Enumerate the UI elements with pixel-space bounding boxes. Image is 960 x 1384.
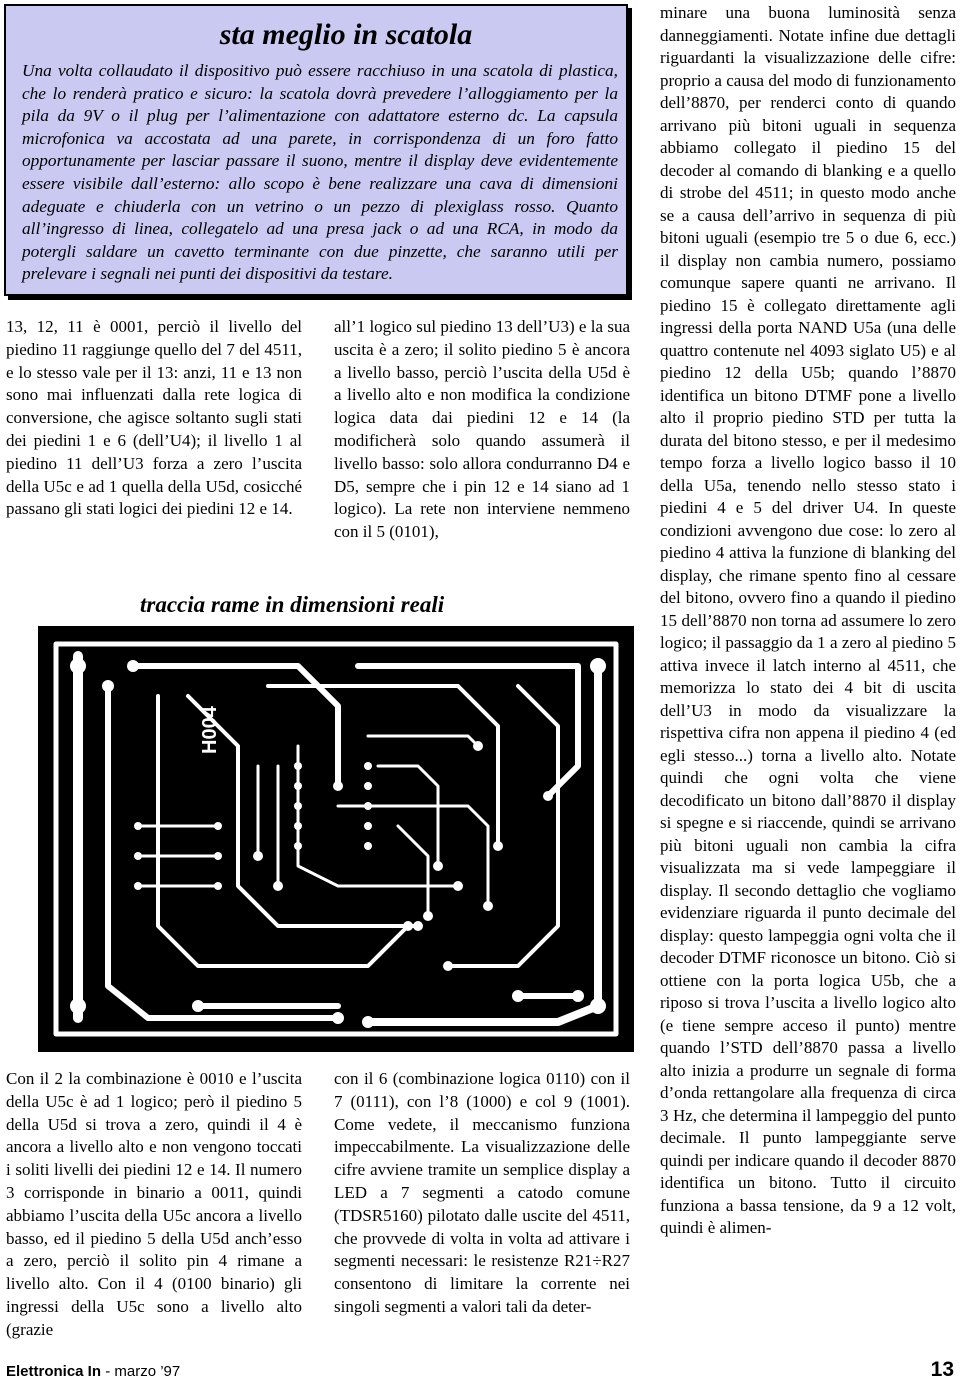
issue-date: - marzo ’97 (101, 1363, 181, 1380)
column-2-top-paragraph: all’1 logico sul piedino 13 dell’U3) e la sua uscita è a zero; il solito piedino 5 è ancora a livello basso, perciò l’uscita della U5d è a livello alto e non modifica la condizione logica data dai piedini 12 e 14 (la modificherà solo quando assumerà il livello basso: solo allora condurranno D4 e D5, sempre che i pin 12 e 14 siano ad 1 logico). La rete non interviene nemmeno con il 5 (0101), (334, 317, 630, 542)
pcb-copper-trace-figure (38, 626, 634, 1052)
footer-magazine (6, 1363, 180, 1380)
sidebar-body: Una volta collaudato il dispositivo può essere racchiuso in una scatola di plastica, che lo renderà pratico e sicuro: la scatola dovrà prevedere l’alloggiamento per la pila da 9V o il plug per l’alimentazione con adattatore esterno dc. La capsula microfonica va accostata ad una parete, in corrispondenza di un foro fatto opportunamente per lasciar passare il suono, mentre il display deve evidentemente essere visibile dall’esterno: allo scopo è bene realizzare una cava di dimensioni adeguate e chiuderla con un vetrino o un pezzo di plexiglass rosso. Quanto all’ingresso di linea, collegatelo ad una presa jack o ad una RCA, in modo da potergli saldare un cavetto terminante con due pinzette, che saranno utili per prelevare i segnali nei punti dei dispositivi da testare. (22, 61, 618, 284)
column-3-paragraph: minare una buona luminosità senza danneggiamenti. Notate infine due dettagli riguardanti la visualizzazione delle cifre: proprio a causa del modo di funzionamento dell’8870, per renderci conto di quando arrivano più bitoni uguali in sequenza abbiamo collegato il piedino 15 del decoder al comando di blanking e a quello di strobe del 4511; in questo modo anche se a causa dell’arrivo in sequenza di più bitoni uguali (esempio tre 5 o due 6, ecc.) il display non cambia numero, possiamo comunque sapere quanti ne arrivano. Il piedino 15 è collegato direttamente agli ingressi della porta NAND U5a (una delle quattro contenute nel 4093 siglato U5) e al piedino 12 della U5b; quando l’8870 identifica un bitono DTMF pone a livello alto il proprio piedino STD per tutta la durata del bitono stesso, e per il medesimo tempo forza a livello logico basso il 10 della U5a, tenendo nello stesso stato i piedini 4 e 5 del driver U4. In queste condizioni avvengono due cose: lo zero al piedino 4 attiva la funzione di blanking del display, che rimane spento fino al cessare del bitono, ovvero fino a quando il piedino 15 dell’8870 non torna ad assumere lo zero logico; il passaggio da 1 a zero al piedino 5 attiva invece il latch interno al 4511, che memorizza lo stato dei 4 bit di uscita dell’U3 in modo da visualizzare la rispettiva cifra non appena il piedino 4 (ed egli stesso...) torna a livello alto. Notate quindi che ogni volta che viene decodificato un bitono dall’8870 il display si spegne e si riaccende, quindi se arrivano più bitoni uguali non cambia la cifra visualizzata ma si vede lampeggiare il display. Il secondo dettaglio che vogliamo evidenziare riguarda il punto decimale del display: questo lampeggia ogni volta che il decoder DTMF riconosce un bitono. Ciò si ottiene con la porta logica U5b, che a riposo si trova l’uscita a livello logico alto (e tiene sempre acceso il punto) mentre quando l’STD dell’8870 passa a livello alto inizia a produrre un segnale di forma d’onda rettangolare alla frequenza di circa 3 Hz, che determina il lampeggio del punto decimale. Il punto lampeggiante serve quindi per indicare quando il decoder 8870 identifica un bitono. Tutto il circuito funziona a bassa tensione, da 9 a 12 volt, quindi è alimen- (660, 3, 956, 1237)
page-number: 13 (930, 1358, 954, 1381)
pcb-board (38, 626, 634, 1052)
pcb-caption: traccia rame in dimensioni reali (140, 592, 445, 617)
sidebar-box (4, 4, 628, 296)
column-2-bottom-paragraph: con il 6 (combinazione logica 0110) con il 7 (0111), con l’8 (1000) e col 9 (1001). Come vedete, il meccanismo funziona impeccabilmente. La visualizzazione delle cifre avviene tramite un semplice display a LED a 7 segmenti a catodo comune (TDSR5160) pilotato dalle uscite del 4511, che provvede di volta in volta ad attivare i segmenti necessari: le resistenze R21÷R27 consentono di limitare la corrente nei singoli segmenti a valori tali da deter- (334, 1069, 630, 1316)
magazine-name: Elettronica In (6, 1363, 102, 1380)
column-1-bottom-paragraph: Con il 2 la combinazione è 0010 e l’uscita della U5c è ad 1 logico; però il piedino 5 della U5d si trova a zero, quindi il 4 è ancora a livello alto e non vengono toccati i soliti livelli dei piedini 12 e 14. Il numero 3 corrisponde in binario a 0011, quindi abbiamo l’uscita della U5c ancora a livello basso, ed il piedino 5 della U5d anch’esso a zero, perciò il solito pin 4 rimane a livello alto. Con il 4 (0100 binario) gli ingressi della U5c sono a livello alto (grazie (6, 1069, 302, 1339)
pcb-label: H004 (199, 706, 221, 754)
column-1-top-paragraph: 13, 12, 11 è 0001, perciò il livello del piedino 11 raggiunge quello del 7 del 4511, e lo stesso vale per il 13: anzi, 11 e 13 non sono mai influenzati dalla rete logica di conversione, che agisce soltanto sugli stati dei piedini 1 e 6 (dell’U4); il livello 1 al piedino 11 dell’U3 forza a zero l’uscita della U5c e ad 1 quella della U5d, cosicché passano gli stati logici dei piedini 12 e 14. (6, 317, 302, 519)
sidebar-title: sta meglio in scatola (219, 18, 473, 51)
